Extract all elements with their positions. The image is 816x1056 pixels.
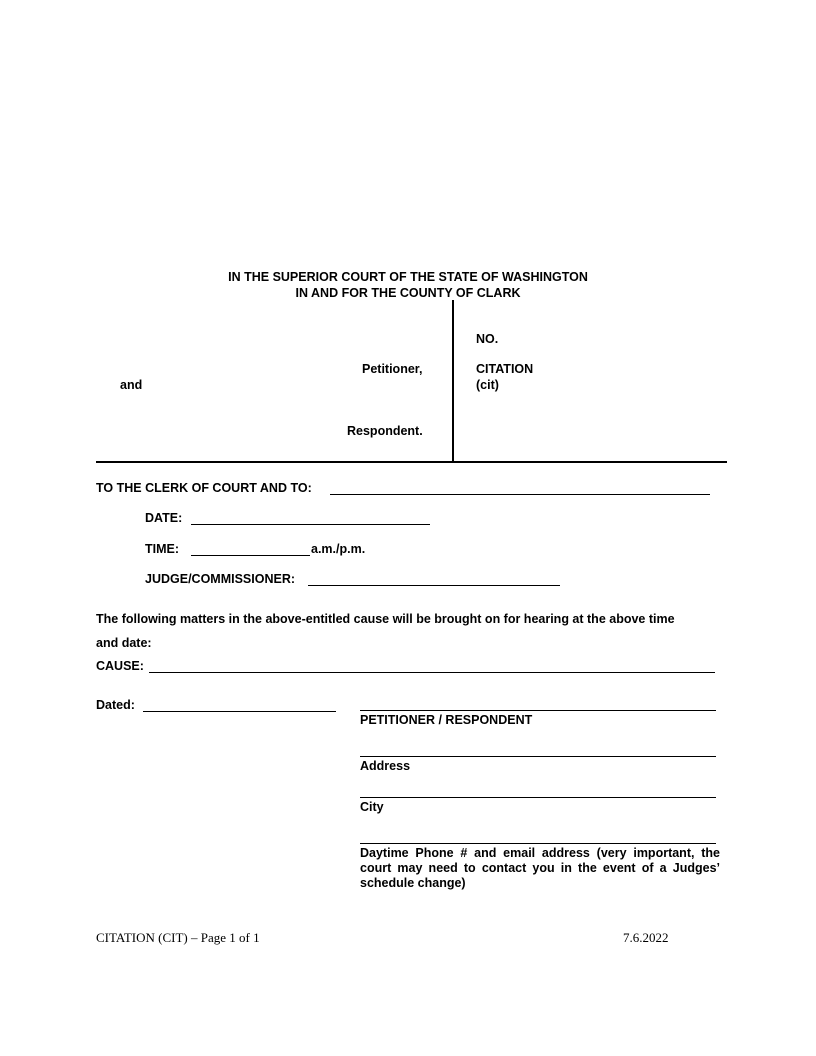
case-number-label: NO. <box>476 332 499 346</box>
dated-label: Dated: <box>96 698 135 712</box>
address-label: Address <box>360 759 411 773</box>
time-suffix: a.m./p.m. <box>311 542 366 556</box>
caption-bottom-rule <box>96 461 727 463</box>
city-label: City <box>360 800 384 814</box>
footer-version-date: 7.6.2022 <box>623 930 669 945</box>
to-clerk-label: TO THE CLERK OF COURT AND TO: <box>96 481 312 495</box>
caption-divider <box>452 300 454 462</box>
phone-email-field[interactable] <box>360 843 716 844</box>
matters-text-line-1: The following matters in the above-entitled cause will be brought on for hearing at the above time <box>96 612 675 626</box>
matters-text-line-2: and date: <box>96 636 152 650</box>
time-label: TIME: <box>145 542 180 556</box>
dated-field[interactable] <box>143 711 336 712</box>
judge-field[interactable] <box>308 585 560 586</box>
cause-field[interactable] <box>149 672 715 673</box>
document-code: (cit) <box>476 378 499 392</box>
court-heading-line-2: IN AND FOR THE COUNTY OF CLARK <box>295 286 521 300</box>
and-label: and <box>120 378 143 392</box>
party-label: PETITIONER / RESPONDENT <box>360 713 533 727</box>
respondent-label: Respondent. <box>347 424 423 438</box>
petitioner-label: Petitioner, <box>362 362 423 376</box>
court-heading-line-1: IN THE SUPERIOR COURT OF THE STATE OF WASHINGTON <box>228 270 588 284</box>
date-field[interactable] <box>191 524 430 525</box>
date-label: DATE: <box>145 511 183 525</box>
judge-label: JUDGE/COMMISSIONER: <box>145 572 296 586</box>
signature-line[interactable] <box>360 710 716 711</box>
document-title: CITATION <box>476 362 534 376</box>
cause-label: CAUSE: <box>96 659 144 673</box>
phone-email-label: Daytime Phone # and email address (very important, the court may need to contact you in the event of a Judges’ schedule change) <box>360 846 720 890</box>
to-clerk-field[interactable] <box>330 494 710 495</box>
city-field[interactable] <box>360 797 716 798</box>
time-field[interactable] <box>191 555 310 556</box>
footer-page-label: CITATION (CIT) – Page 1 of 1 <box>96 930 260 945</box>
address-field[interactable] <box>360 756 716 757</box>
